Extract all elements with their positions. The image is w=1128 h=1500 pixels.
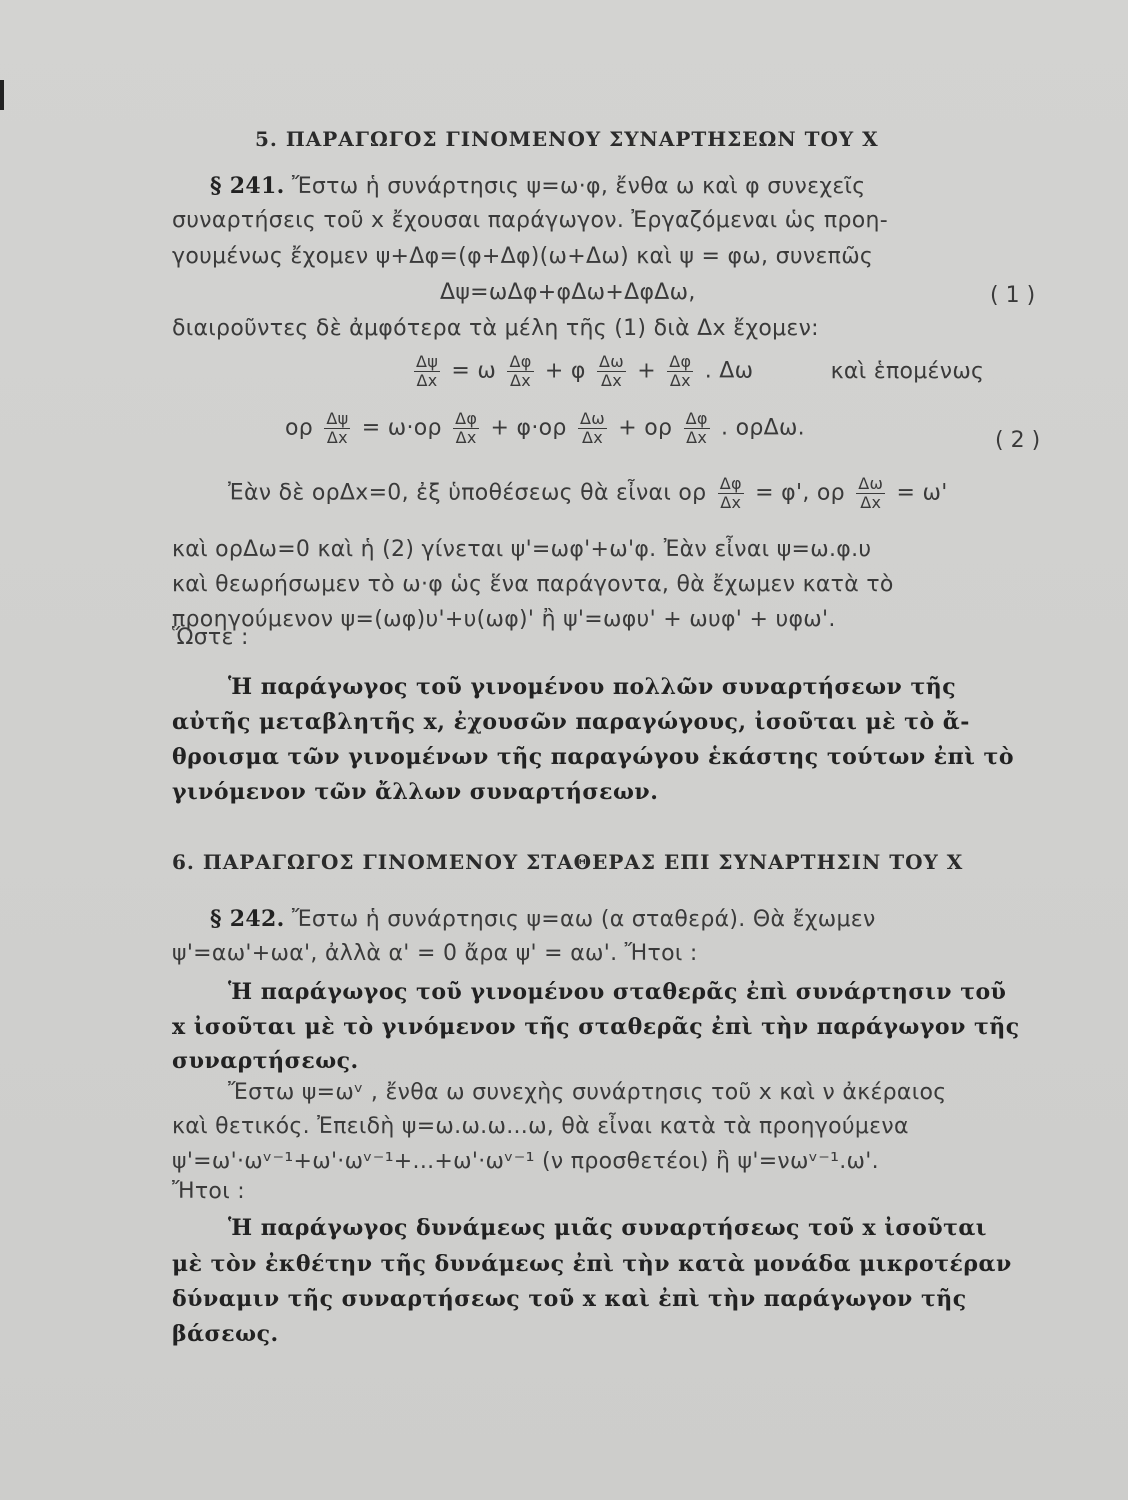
s6-line-2: ψ'=αω'+ωα', ἀλλὰ α' = 0 ἄρα ψ' = αω'. Ἤτοι : (172, 941, 698, 966)
s5-line-8: Ἐὰν δὲ ορΔx=0, ἐξ ὑποθέσεως θὰ εἶναι ορ $\frac{\Delta\varphi}{\Delta x}$ = φ', ορ $\frac{\Delta\omega}{\Delta x}$ = ω' (228, 474, 948, 512)
rule-6a-line-1: Ἡ παράγωγος τοῦ γινομένου σταθερᾶς ἐπὶ συνάρτησιν τοῦ (228, 979, 1007, 1005)
fraction-dphi-dx-l8: $\frac{\Delta\varphi}{\Delta x}$ (719, 474, 742, 512)
paragraph-number-241: § 241. (210, 173, 285, 199)
s5-line-11: προηγούμενον ψ=(ωφ)υ'+υ(ωφ)' ἢ ψ'=ωφυ' + ωυφ' + υφω'. (172, 607, 836, 632)
s5-line-3: γουμένως ἔχομεν ψ+Δφ=(φ+Δφ)(ω+Δω) καὶ ψ = φω, συνεπῶς (172, 244, 874, 269)
rule-6a-line-3: συναρτήσεως. (172, 1048, 359, 1074)
rule-5-line-3: θροισμα τῶν γινομένων τῆς παραγώγου ἑκάστης τούτων ἐπὶ τὸ (172, 744, 1015, 770)
section-6-heading: 6. ΠΑΡΑΓΩΓΟΣ ΓΙΝΟΜΕΝΟΥ ΣΤΑΘΕΡΑΣ ΕΠΙ ΣΥΝΑΡΤΗΣΙΝ ΤΟΥ Χ (172, 850, 964, 874)
s6-line-9: Ἤτοι : (172, 1179, 245, 1204)
s5-line-5: διαιροῦντες δὲ ἀμφότερα τὰ μέλη τῆς (1) διὰ Δx ἔχομεν: (172, 316, 819, 341)
s5-line-12: Ὥστε : (172, 625, 249, 650)
fraction-domega-dx: $\frac{\Delta\omega}{\Delta x}$ (599, 352, 624, 390)
s6-line-1 (210, 905, 876, 934)
s6-line-8: ψ'=ω'·ωᵛ⁻¹+ω'·ωᵛ⁻¹+...+ω'·ωᵛ⁻¹ (ν προσθετέοι) ἢ ψ'=νωᵛ⁻¹.ω'. (172, 1149, 879, 1174)
s5-line-10: καὶ θεωρήσωμεν τὸ ω·φ ὡς ἕνα παράγοντα, θὰ ἔχωμεν κατὰ τὸ (172, 572, 894, 597)
fraction-lim-dpsi-dx: $\frac{\Delta\psi}{\Delta x}$ (326, 409, 349, 447)
equation-1: Δψ=ωΔφ+φΔω+ΔφΔω, (440, 280, 696, 305)
page-edge-mark (0, 80, 4, 110)
rule-5-line-2: αὐτῆς μεταβλητῆς x, ἐχουσῶν παραγώγους, ἰσοῦται μὲ τὸ ἄ- (172, 709, 970, 735)
s6-line-7: καὶ θετικός. Ἐπειδὴ ψ=ω.ω.ω...ω, θὰ εἶναι κατὰ τὰ προηγούμενα (172, 1114, 909, 1139)
s6-line-6: Ἔστω ψ=ωᵛ , ἔνθα ω συνεχὴς συνάρτησις τοῦ x καὶ ν ἀκέραιος (228, 1080, 947, 1105)
section-5-heading: 5. ΠΑΡΑΓΩΓΟΣ ΓΙΝΟΜΕΝΟΥ ΣΥΝΑΡΤΗΣΕΩΝ ΤΟΥ Χ (255, 127, 879, 151)
equation-2: $\frac{\Delta\psi}{\Delta x}$ = ω $\frac{\Delta\varphi}{\Delta x}$ + φ $\frac{\Delta\omega}{\Delta x}$ + $\frac{\Delta\varphi}{\Delta x}$ . Δω καὶ ἑπομένως (416, 352, 985, 390)
equation-3: ορ $\frac{\Delta\psi}{\Delta x}$ = ω·ορ $\frac{\Delta\varphi}{\Delta x}$ + φ·ορ $\frac{\Delta\omega}{\Delta x}$ + ορ $\frac{\Delta\varphi}{\Delta x}$ . ορΔω. (285, 409, 805, 447)
fraction-dphi-dx: $\frac{\Delta\varphi}{\Delta x}$ (509, 352, 532, 390)
s5-line-9: καὶ ορΔω=0 καὶ ἡ (2) γίνεται ψ'=ωφ'+ω'φ. Ἐὰν εἶναι ψ=ω.φ.υ (172, 537, 872, 562)
rule-6b-line-2: μὲ τὸν ἐκθέτην τῆς δυνάμεως ἐπὶ τὴν κατὰ μονάδα μικροτέραν (172, 1251, 1012, 1277)
fraction-domega-dx-l8: $\frac{\Delta\omega}{\Delta x}$ (858, 474, 884, 512)
fraction-dphi-dx-2: $\frac{\Delta\varphi}{\Delta x}$ (669, 352, 692, 390)
rule-6a-line-2: x ἰσοῦται μὲ τὸ γινόμενον τῆς σταθερᾶς ἐπὶ τὴν παράγωγον τῆς (172, 1014, 1020, 1040)
s5-line-1-text: Ἔστω ἡ συνάρτησις ψ=ω·φ, ἔνθα ω καὶ φ συνεχεῖς (291, 174, 866, 199)
fraction-dpsi-dx: $\frac{\Delta\psi}{\Delta x}$ (416, 352, 439, 390)
rule-5-line-1: Ἡ παράγωγος τοῦ γινομένου πολλῶν συναρτήσεων τῆς (228, 674, 957, 700)
fraction-lim-dphi-dx: $\frac{\Delta\varphi}{\Delta x}$ (455, 409, 478, 447)
rule-5-line-4: γινόμενον τῶν ἄλλων συναρτήσεων. (172, 779, 659, 805)
rule-6b-line-3: δύναμιν τῆς συναρτήσεως τοῦ x καὶ ἐπὶ τὴν παράγωγον τῆς (172, 1286, 967, 1312)
s6-line-1-text: Ἔστω ἡ συνάρτησις ψ=αω (α σταθερά). Θὰ ἔχωμεν (291, 907, 876, 932)
equation-2-trailing-text: καὶ ἑπομένως (830, 358, 985, 384)
paragraph-number-242: § 242. (210, 906, 285, 932)
fraction-lim-domega-dx: $\frac{\Delta\omega}{\Delta x}$ (579, 409, 605, 447)
rule-6b-line-4: βάσεως. (172, 1321, 279, 1347)
s5-line-2: συναρτήσεις τοῦ x ἔχουσαι παράγωγον. Ἐργαζόμεναι ὡς προη- (172, 208, 888, 233)
s5-line-1 (210, 172, 866, 201)
fraction-lim-dphi-dx-2: $\frac{\Delta\varphi}{\Delta x}$ (685, 409, 708, 447)
equation-2-number: ( 2 ) (995, 428, 1041, 453)
equation-1-number: ( 1 ) (990, 283, 1036, 308)
rule-6b-line-1: Ἡ παράγωγος δυνάμεως μιᾶς συναρτήσεως τοῦ x ἰσοῦται (228, 1215, 987, 1241)
